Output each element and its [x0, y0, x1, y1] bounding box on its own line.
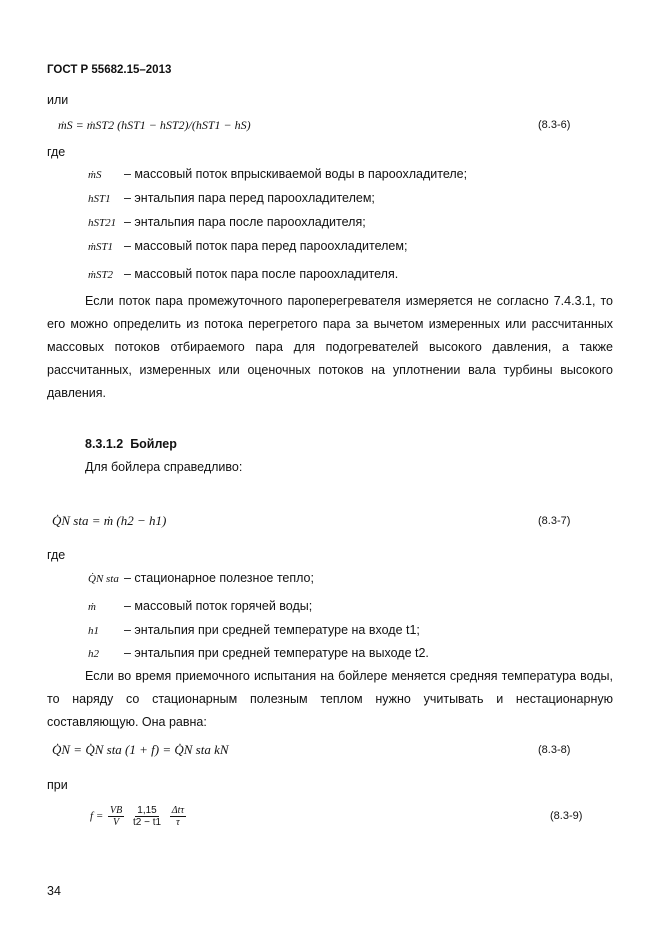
definition-row — [88, 643, 429, 664]
definition-text: – энтальпия пара перед пароохладителем; — [124, 191, 375, 205]
fraction-numerator: 1,15 — [137, 805, 157, 816]
definition-text: – энтальпия пара после пароохладителя; — [124, 215, 366, 229]
paragraph-text: Если поток пара промежуточного пароперегревателя измеряется не согласно 7.4.3.1, то его можно определить из потока перегретого пара за вычетом измеренных или рассчитанных массовых потоков отбираемого пара для подогревателей высокого давления, а также рассчитанных, измеренных или оценочных потоков на уплотнении вала турбины высокого давления. — [47, 294, 613, 400]
definition-text: – энтальпия при средней температуре на входе t1; — [124, 623, 420, 637]
definition-symbol: Q̇N sta — [88, 573, 119, 585]
fraction-coefficient — [131, 805, 163, 828]
text-where-2: где — [47, 548, 66, 562]
fraction-denominator: t2 − t1 — [132, 817, 162, 828]
definition-row — [88, 236, 407, 257]
boiler-intro: Для бойлера справедливо: — [85, 460, 243, 474]
fraction-volume — [108, 805, 124, 828]
definition-row — [88, 164, 467, 185]
fraction-denominator: τ — [176, 817, 180, 828]
definition-text: – массовый поток пара перед пароохладителем; — [124, 239, 408, 253]
text-where-1: где — [47, 145, 66, 159]
definition-text: – массовый поток впрыскиваемой воды в пароохладителе; — [124, 167, 468, 181]
equation-8-3-9: f = $\frac{VB}{V}$ $\frac{1,15}{t2 - t1}$ $\frac{\text{Δtτ}}{\tau}$ — [90, 805, 185, 828]
definition-text: – стационарное полезное тепло; — [124, 571, 314, 585]
definition-row — [88, 596, 312, 617]
fraction-numerator: Δtτ — [171, 805, 185, 816]
definition-symbol: h2 — [88, 648, 99, 660]
equation-8-3-6: ṁS = ṁST2 (hST1 − hST2)/(hST1 − hS) — [58, 118, 251, 132]
definition-symbol: hST1 — [88, 193, 111, 205]
definition-symbol: ṁS — [88, 169, 102, 181]
definition-symbol: h1 — [88, 625, 99, 637]
section-number: 8.3.1.2 — [85, 437, 124, 451]
fraction-temperature-rate — [170, 805, 186, 828]
equation-number-8-3-8: (8.3-8) — [538, 744, 571, 756]
definition-row — [88, 264, 398, 285]
definition-row — [88, 188, 375, 209]
equation-number-8-3-6: (8.3-6) — [538, 119, 571, 131]
paragraph-reheat-flow — [47, 290, 613, 405]
equation-8-3-7: Q̇N sta = ṁ (h2 − h1) — [52, 513, 167, 528]
definition-symbol: ṁST2 — [88, 269, 114, 281]
definition-text: – массовый поток горячей воды; — [124, 599, 313, 613]
fraction-numerator: VB — [110, 805, 123, 816]
paragraph-nonstationary — [47, 665, 613, 734]
page-number: 34 — [47, 884, 61, 898]
equation-8-3-8: Q̇N = Q̇N sta (1 + f) = Q̇N sta kN — [52, 742, 229, 757]
definition-text: – массовый поток пара после пароохладителя. — [124, 267, 399, 281]
f-symbol: f — [90, 810, 94, 823]
equation-number-8-3-7: (8.3-7) — [538, 515, 571, 527]
definition-symbol: ṁST1 — [88, 241, 114, 253]
definition-text: – энтальпия при средней температуре на выходе t2. — [124, 646, 429, 660]
definition-row — [88, 620, 420, 641]
paragraph-text: Если во время приемочного испытания на бойлере меняется средняя температура воды, то наряду со стационарным полезным теплом нужно учитывать и нестационарную составляющую. Она равна: — [47, 669, 613, 729]
section-title: Бойлер — [130, 437, 177, 451]
definition-row — [88, 568, 314, 589]
fraction-denominator: V — [113, 817, 120, 828]
definition-row — [88, 212, 366, 233]
section-heading — [85, 437, 177, 451]
definition-symbol: hST21 — [88, 217, 117, 229]
text-with: при — [47, 778, 68, 792]
definition-symbol: ṁ — [88, 601, 96, 613]
equation-number-8-3-9: (8.3-9) — [550, 810, 583, 822]
document-code: ГОСТ Р 55682.15–2013 — [47, 64, 172, 76]
text-or: или — [47, 93, 69, 107]
